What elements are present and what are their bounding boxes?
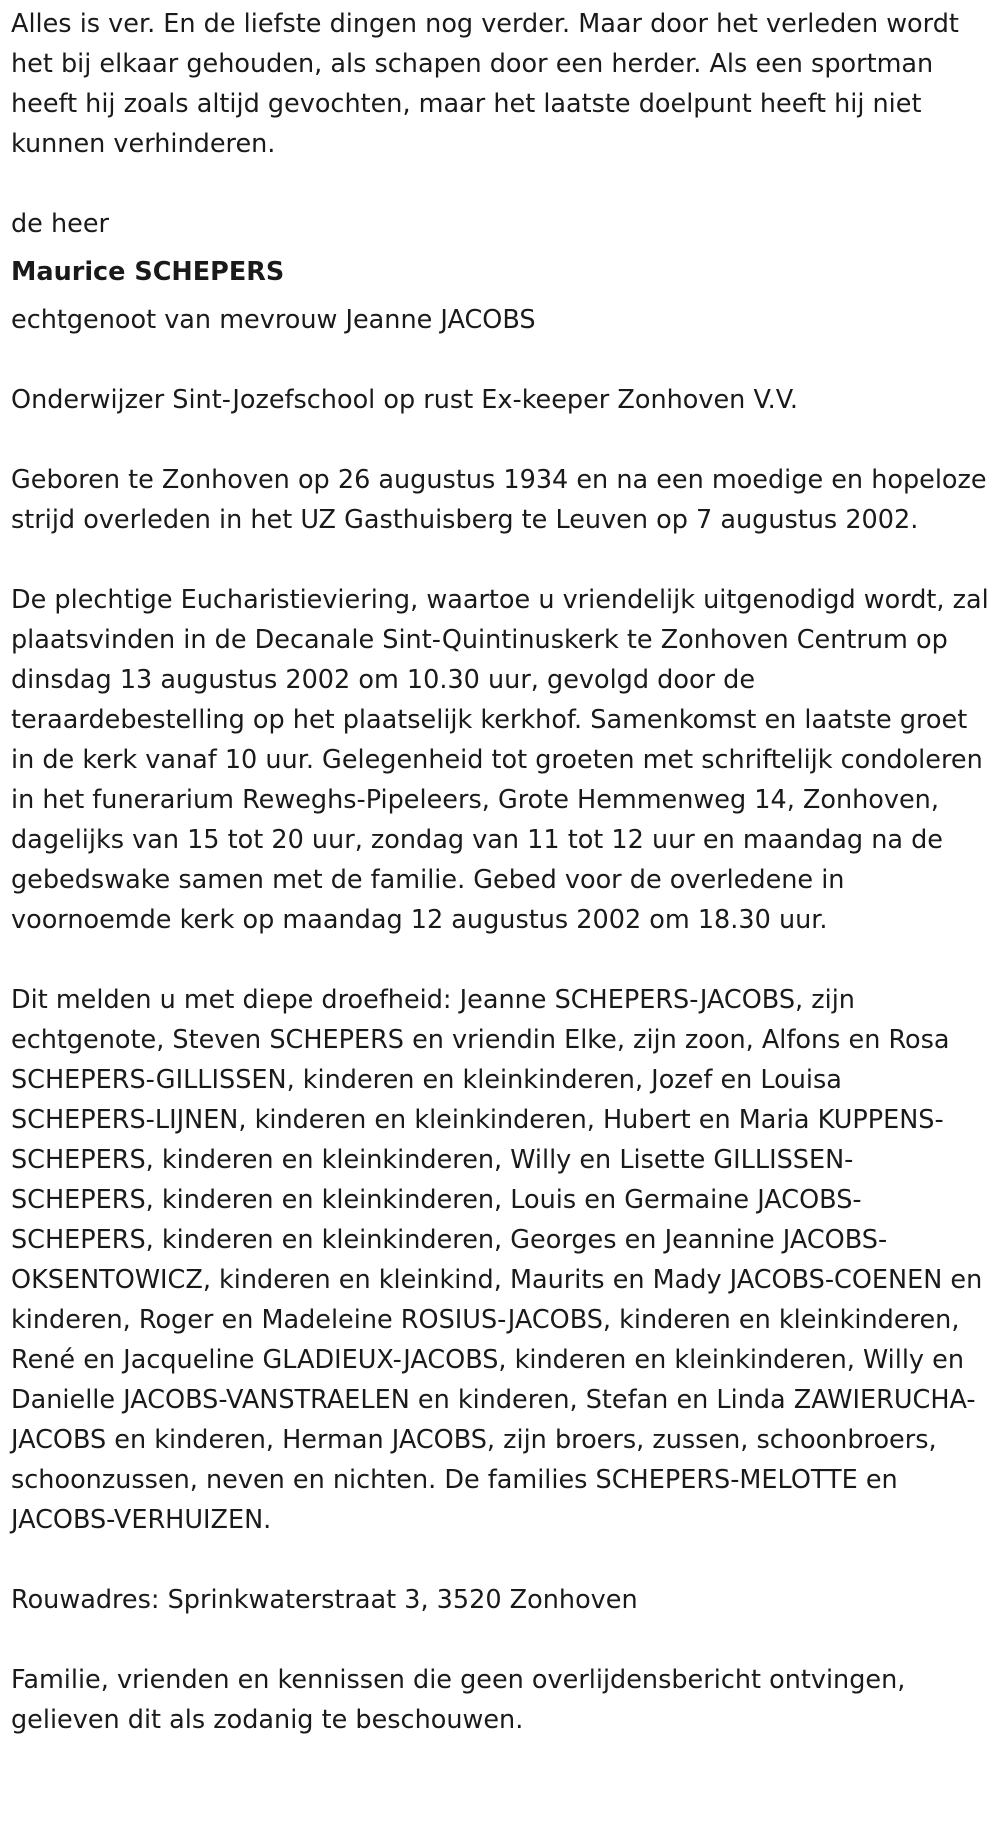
title-prefix: de heer: [11, 209, 110, 239]
birth-death-paragraph: Geboren te Zonhoven op 26 augustus 1934 en na een moedige en hopeloze strijd overleden in het UZ Gasthuisberg te Leuven op 7 augustus 2002.: [11, 465, 987, 535]
occupation-line: Onderwijzer Sint-Jozefschool op rust Ex-keeper Zonhoven V.V.: [11, 385, 798, 415]
spouse-line: echtgenoot van mevrouw Jeanne JACOBS: [11, 305, 536, 335]
spacer: [11, 1540, 990, 1580]
poem-paragraph: Alles is ver. En de liefste dingen nog verder. Maar door het verleden wordt het bij elkaar gehouden, als schapen door een herder. Als een sportman heeft hij zoals altijd gevochten, maar het laatste doelpunt heeft hij niet kunnen verhinderen.: [11, 9, 959, 159]
spacer: [11, 540, 990, 580]
spacer: [11, 340, 990, 380]
closing-paragraph: Familie, vrienden en kennissen die geen overlijdensbericht ontvingen, gelieven dit als zodanig te beschouwen.: [11, 1665, 906, 1735]
spacer: [11, 292, 990, 300]
announcement-paragraph: Dit melden u met diepe droefheid: Jeanne SCHEPERS-JACOBS, zijn echtgenote, Steven SCHEPERS en vriendin Elke, zijn zoon, Alfons en Rosa SCHEPERS-GILLISSEN, kinderen en kleinkinderen, Jozef en Louisa SCHEPERS-LIJNEN, kinderen en kleinkinderen, Hubert en Maria KUPPENS-SCHEPERS, kinderen en kleinkinderen, Willy en Lisette GILLISSEN-SCHEPERS, kinderen en kleinkinderen, Louis en Germaine JACOBS-SCHEPERS, kinderen en kleinkinderen, Georges en Jeannine JACOBS-OKSENTOWICZ, kinderen en kleinkind, Maurits en Mady JACOBS-COENEN en kinderen, Roger en Madeleine ROSIUS-JACOBS, kinderen en kleinkinderen, René en Jacqueline GLADIEUX-JACOBS, kinderen en kleinkinderen, Willy en Danielle JACOBS-VANSTRAELEN en kinderen, Stefan en Linda ZAWIERUCHA-JACOBS en kinderen, Herman JACOBS, zijn broers, zussen, schoonbroers, schoonzussen, neven en nichten. De families SCHEPERS-MELOTTE en JACOBS-VERHUIZEN.: [11, 985, 983, 1535]
deceased-name: Maurice SCHEPERS: [11, 257, 285, 287]
ceremony-paragraph: De plechtige Eucharistieviering, waartoe u vriendelijk uitgenodigd wordt, zal plaatsvinden in de Decanale Sint-Quintinuskerk te Zonhoven Centrum op dinsdag 13 augustus 2002 om 10.30 uur, gevolgd door de teraardebestelling op het plaatselijk kerkhof. Samenkomst en laatste groet in de kerk vanaf 10 uur. Gelegenheid tot groeten met schriftelijk condoleren in het funerarium Reweghs-Pipeleers, Grote Hemmenweg 14, Zonhoven, dagelijks van 15 tot 20 uur, zondag van 11 tot 12 uur en maandag na de gebedswake samen met de familie. Gebed voor de overledene in voornoemde kerk op maandag 12 augustus 2002 om 18.30 uur.: [11, 585, 989, 935]
spacer: [11, 244, 990, 252]
spacer: [11, 940, 990, 980]
spacer: [11, 164, 990, 204]
spacer: [11, 1620, 990, 1660]
mourning-address: Rouwadres: Sprinkwaterstraat 3, 3520 Zonhoven: [11, 1585, 638, 1615]
spacer: [11, 420, 990, 460]
